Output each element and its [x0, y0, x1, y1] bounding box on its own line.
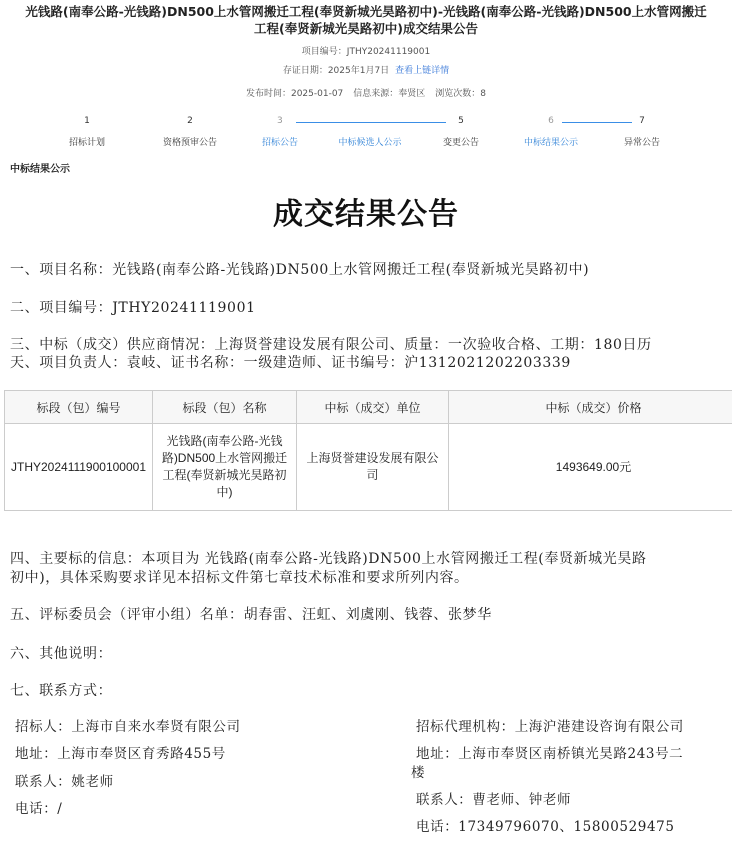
progress-steps [0, 115, 732, 151]
other-notes-line: 六、其他说明： [10, 646, 113, 662]
agency-contact: 联系人：曹老师、钟老师 [416, 792, 572, 808]
main-subject-line-2: 初中)，具体采购要求详见本招标文件第七章技术标准和要求所列内容。 [10, 570, 469, 586]
lot-name-cell: 光钱路(南奉公路-光钱路)DN500上水管网搬迁工程(奉贤新城光昊路初中) [153, 424, 297, 511]
table-header-row [5, 391, 732, 424]
column-header: 标段（包）名称 [153, 391, 297, 424]
step-7[interactable] [587, 115, 697, 148]
supplier-info-line-1: 三、中标（成交）供应商情况：上海贤誉建设发展有限公司、质量：一次验收合格、工期：180日历 [10, 337, 652, 353]
table-row [5, 424, 732, 511]
project-number: 项目编号：JTHY20241119001 [301, 47, 431, 57]
project-name-line: 一、项目名称：光钱路(南奉公路-光钱路)DN500上水管网搬迁工程(奉贤新城光昊路初中) [10, 262, 590, 278]
contact-heading: 七、联系方式： [10, 683, 113, 699]
step-number: 1 [84, 116, 90, 126]
step-number: 5 [458, 116, 464, 126]
step-label[interactable]: 招标计划 [68, 138, 105, 148]
tenderer-address: 地址：上海市奉贤区育秀路455号 [15, 746, 226, 762]
lot-number-cell: JTHY2024111900100001 [5, 424, 153, 511]
chain-detail-link[interactable]: 查看上链详情 [395, 66, 450, 76]
committee-line: 五、评标委员会（评审小组）名单：胡春雷、汪虹、刘虞刚、钱蓉、张梦华 [10, 607, 492, 623]
agency-address: 地址：上海市奉贤区南桥镇光昊路243号二 [416, 746, 684, 762]
step-label[interactable]: 中标候选人公示 [338, 138, 402, 148]
deposit-info [0, 63, 732, 76]
winning-unit-cell: 上海贤誉建设发展有限公司 [297, 424, 449, 511]
winning-price-cell: 1493649.00元 [449, 424, 732, 511]
supplier-info-line-2: 天、项目负责人：袁岐、证书名称：一级建造师、证书编号：沪1312021202203339 [10, 355, 571, 371]
section-title: 中标结果公示 [10, 164, 70, 175]
info-source: 信息来源：奉贤区 [353, 89, 426, 99]
step-label[interactable]: 变更公告 [442, 138, 479, 148]
project-number-line: 二、项目编号：JTHY20241119001 [10, 300, 256, 316]
publish-time: 发布时间：2025-01-07 [245, 89, 344, 99]
publish-meta [0, 86, 732, 99]
step-label[interactable]: 招标公告 [261, 138, 298, 148]
deposit-date: 存证日期：2025年1月7日 [282, 66, 390, 76]
tenderer-contact: 联系人：姚老师 [15, 774, 114, 790]
tenderer-phone: 电话：/ [15, 801, 63, 817]
bid-result-table [4, 390, 732, 511]
step-label[interactable]: 资格预审公告 [162, 138, 217, 148]
column-header: 标段（包）编号 [5, 391, 153, 424]
tenderer: 招标人：上海市自来水奉贤有限公司 [15, 719, 241, 735]
step-number: 3 [277, 116, 283, 126]
main-subject-line-1: 四、主要标的信息：本项目为 光钱路(南奉公路-光钱路)DN500上水管网搬迁工程(奉贤新城光昊路 [10, 551, 647, 567]
column-header: 中标（成交）价格 [449, 391, 732, 424]
step-label[interactable]: 中标结果公示 [523, 138, 578, 148]
step-1[interactable] [32, 115, 142, 148]
agency-phone: 电话：17349796070、15800529475 [416, 819, 675, 835]
step-number: 2 [187, 116, 193, 126]
document-title: 成交结果公告 [273, 197, 459, 232]
agency: 招标代理机构：上海沪港建设咨询有限公司 [416, 719, 684, 735]
column-header: 中标（成交）单位 [297, 391, 449, 424]
step-number: 6 [548, 116, 554, 126]
page-title: 光钱路(南奉公路-光钱路)DN500上水管网搬迁工程(奉贤新城光昊路初中)-光钱路(南奉公路-光钱路)DN500上水管网搬迁工程(奉贤新城光昊路初中)成交结果公告 [25, 4, 707, 36]
step-label[interactable]: 异常公告 [623, 138, 660, 148]
agency-address-cont: 楼 [411, 765, 426, 781]
step-number: 7 [639, 116, 645, 126]
view-count: 浏览次数：8 [435, 89, 487, 99]
